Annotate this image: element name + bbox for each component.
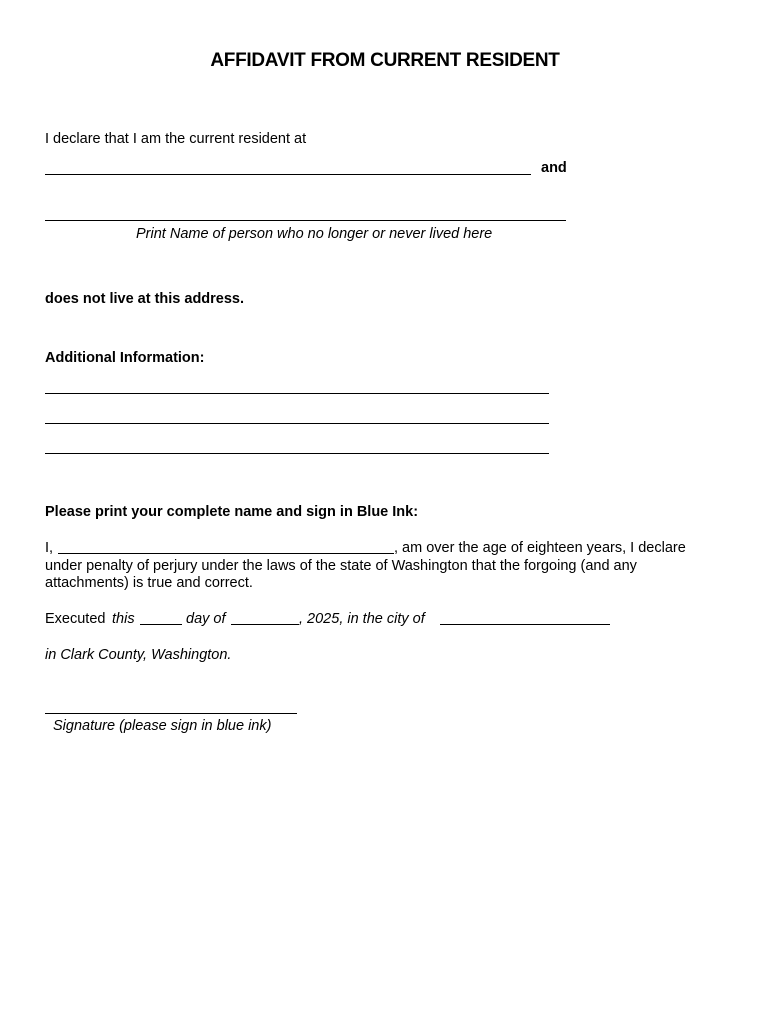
name-caption: Print Name of person who no longer or never lived here [136, 226, 493, 242]
signature-line[interactable] [45, 713, 297, 714]
oath-line-1: , am over the age of eighteen years, I declare [394, 540, 686, 556]
not-live-text: does not live at this address. [45, 291, 245, 307]
document-title: AFFIDAVIT FROM CURRENT RESIDENT [210, 50, 560, 71]
executed-day-of: day of [186, 611, 226, 627]
city-line[interactable] [440, 624, 610, 625]
day-line[interactable] [140, 624, 182, 625]
full-name-line[interactable] [58, 553, 394, 554]
executed-word: Executed [45, 611, 106, 627]
and-text: and [541, 160, 567, 176]
oath-prefix: I, [45, 540, 54, 556]
executed-year-city: , 2025, in the city of [299, 611, 425, 627]
executed-this: this [112, 611, 135, 627]
month-line[interactable] [231, 624, 299, 625]
person-name-line[interactable] [45, 220, 566, 221]
oath-line-2: under penalty of perjury under the laws of the state of Washington that the forgoing (and any [45, 558, 637, 574]
county-text: in Clark County, Washington. [45, 647, 232, 663]
address-line[interactable] [45, 174, 531, 175]
print-sign-label: Please print your complete name and sign in Blue Ink: [45, 504, 419, 520]
additional-info-line-2[interactable] [45, 423, 549, 424]
additional-info-line-1[interactable] [45, 393, 549, 394]
signature-caption: Signature (please sign in blue ink) [53, 718, 272, 734]
additional-info-line-3[interactable] [45, 453, 549, 454]
oath-line-3: attachments) is true and correct. [45, 575, 253, 591]
declare-text: I declare that I am the current resident at [45, 131, 307, 147]
additional-info-label: Additional Information: [45, 350, 205, 366]
